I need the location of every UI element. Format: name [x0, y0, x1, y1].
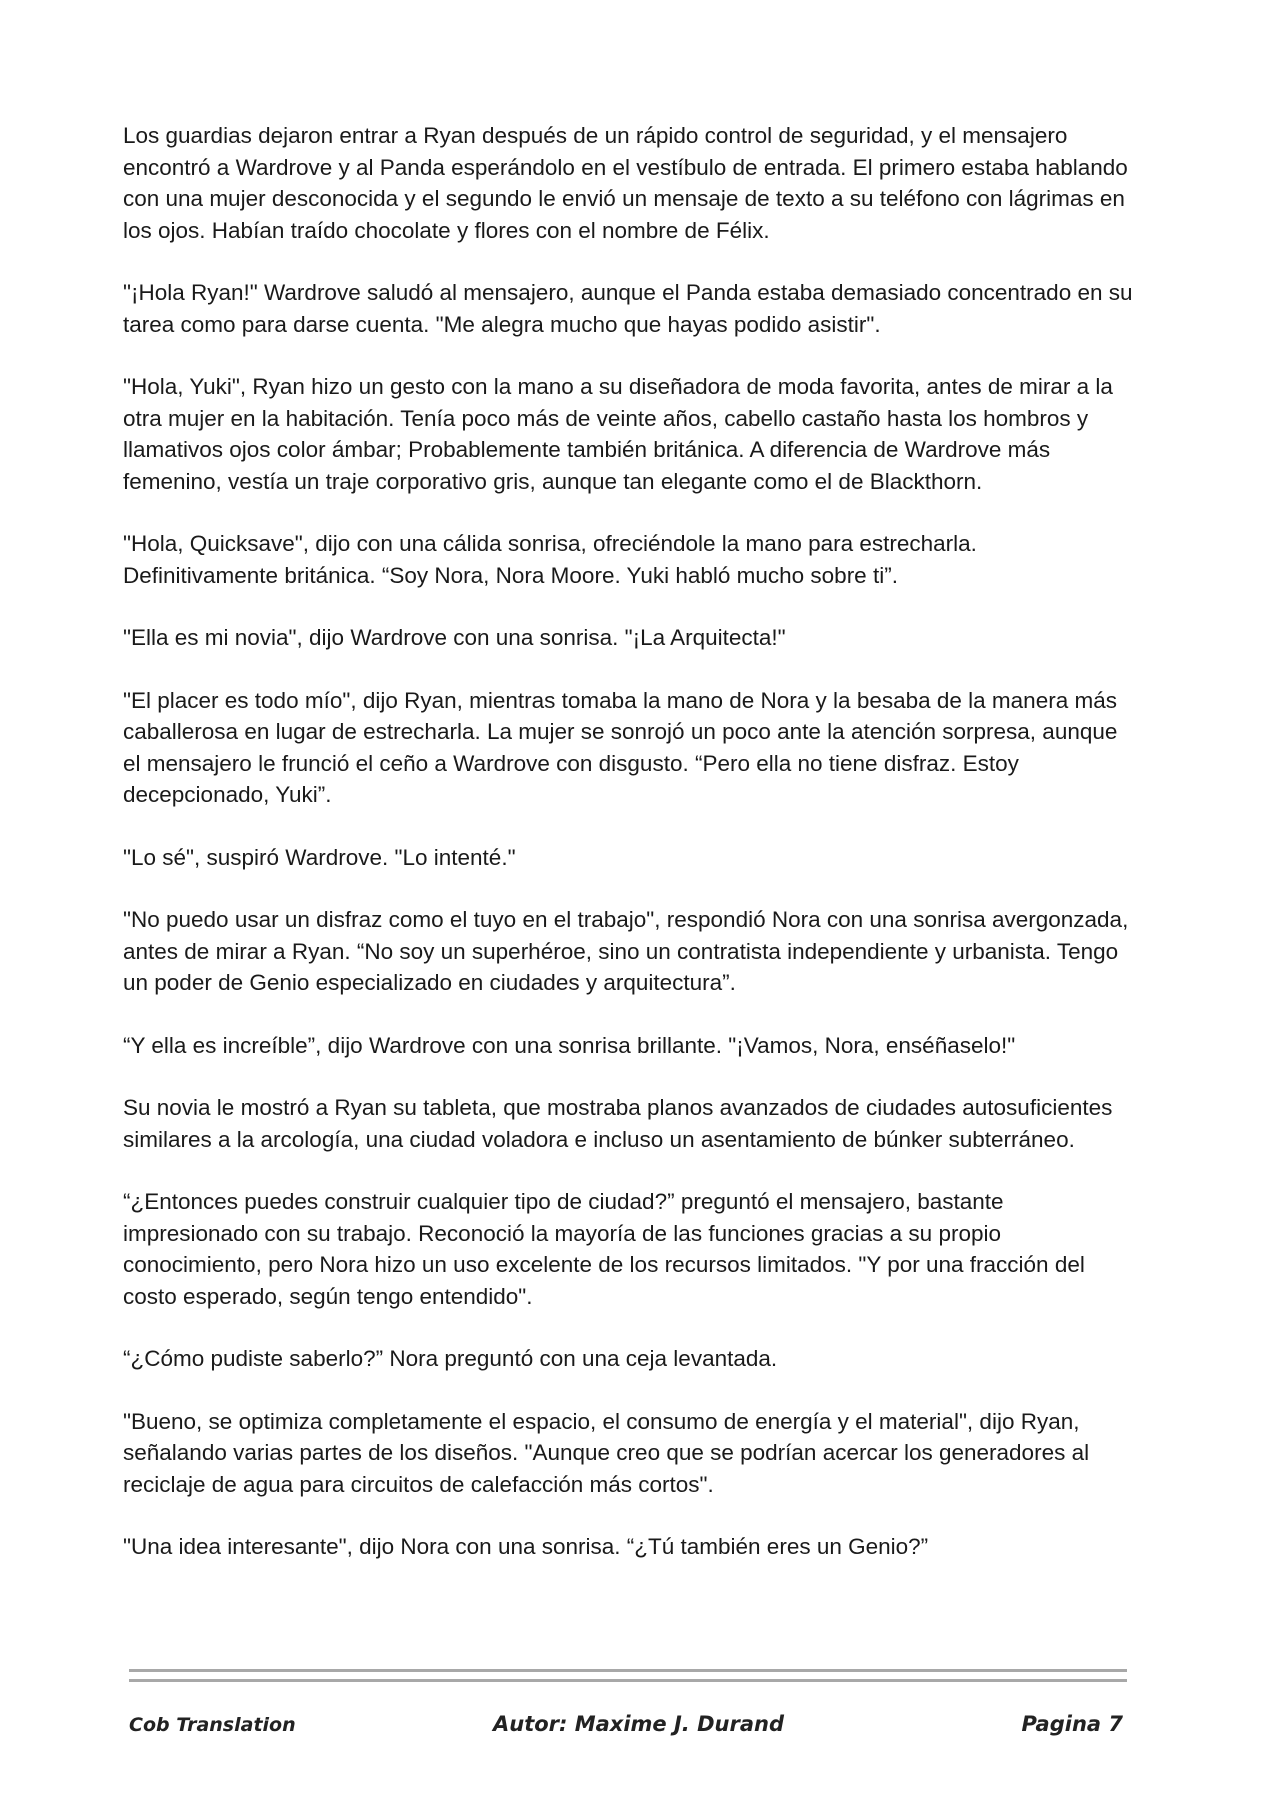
paragraph: "Lo sé", suspiró Wardrove. "Lo intenté." — [123, 844, 516, 870]
page-body — [123, 120, 1133, 1594]
footer-divider — [129, 1669, 1127, 1689]
paragraph: “¿Cómo pudiste saberlo?” Nora preguntó con una ceja levantada. — [123, 1346, 778, 1371]
paragraph: "Bueno, se optimiza completamente el espacio, el consumo de energía y el material", dijo Ryan, señalando varias partes de los diseños. "Aunque creo que se podrían acercar los generadores al reciclaje de agua para circuitos de calefacción más cortos". — [123, 1408, 1090, 1497]
page-footer — [129, 1712, 1127, 1746]
paragraph: "Hola, Yuki", Ryan hizo un gesto con la mano a su diseñadora de moda favorita, antes de mirar a la otra mujer en la habitación. Tenía poco más de veinte años, cabello castaño hasta los hombros y llamativos ojos color ámbar; Probablemente también británica. A diferencia de Wardrove más femenino, vestía un traje corporativo gris, aunque tan elegante como el de Blackthorn. — [123, 374, 1113, 494]
paragraph: "No puedo usar un disfraz como el tuyo en el trabajo", respondió Nora con una sonrisa avergonzada, antes de mirar a Ryan. “No soy un superhéroe, sino un contratista independiente y urbanista. Tengo un poder de Genio especializado en ciudades y arquitectura”. — [123, 907, 1129, 995]
paragraph: "Hola, Quicksave", dijo con una cálida sonrisa, ofreciéndole la mano para estrecharla. Definitivamente británica. “Soy Nora, Nora Moore. Yuki habló mucho sobre ti”. — [123, 531, 977, 588]
paragraph: Su novia le mostró a Ryan su tableta, que mostraba planos avanzados de ciudades autosuficientes similares a la arcología, una ciudad voladora e incluso un asentamiento de búnker subterráneo. — [123, 1095, 1113, 1152]
paragraph: “¿Entonces puedes construir cualquier tipo de ciudad?” preguntó el mensajero, bastante impresionado con su trabajo. Reconoció la mayoría de las funciones gracias a su propio conocimiento, pero Nora hizo un uso excelente de los recursos limitados. "Y por una fracción del costo esperado, según tengo entendido". — [123, 1189, 1085, 1309]
paragraph: "El placer es todo mío", dijo Ryan, mientras tomaba la mano de Nora y la besaba de la manera más caballerosa en lugar de estrecharla. La mujer se sonrojó un poco ante la atención sorpresa, aunque el mensajero le frunció el ceño a Wardrove con disgusto. “Pero ella no tiene disfraz. Estoy decepcionado, Yuki”. — [123, 687, 1118, 807]
footer-rule-top — [129, 1669, 1127, 1672]
paragraph: "¡Hola Ryan!" Wardrove saludó al mensajero, aunque el Panda estaba demasiado concentrado en su tarea como para darse cuenta. "Me alegra mucho que hayas podido asistir". — [123, 280, 1133, 337]
footer-translator: Cob Translation — [129, 1714, 296, 1736]
footer-rule-bottom — [129, 1679, 1127, 1682]
paragraph: Los guardias dejaron entrar a Ryan después de un rápido control de seguridad, y el mensajero encontró a Wardrove y al Panda esperándolo en el vestíbulo de entrada. El primero estaba hablando con una mujer desconocida y el segundo le envió un mensaje de texto a su teléfono con lágrimas en los ojos. Habían traído chocolate y flores con el nombre de Félix. — [123, 123, 1128, 243]
paragraph: "Ella es mi novia", dijo Wardrove con una sonrisa. "¡La Arquitecta!" — [123, 625, 786, 650]
paragraph: “Y ella es increíble”, dijo Wardrove con una sonrisa brillante. "¡Vamos, Nora, enséñaselo!" — [123, 1032, 1016, 1058]
footer-author: Autor: Maxime J. Durand — [493, 1712, 784, 1736]
paragraph: "Una idea interesante", dijo Nora con una sonrisa. “¿Tú también eres un Genio?” — [123, 1534, 929, 1559]
footer-page-number: Pagina 7 — [1021, 1712, 1123, 1736]
